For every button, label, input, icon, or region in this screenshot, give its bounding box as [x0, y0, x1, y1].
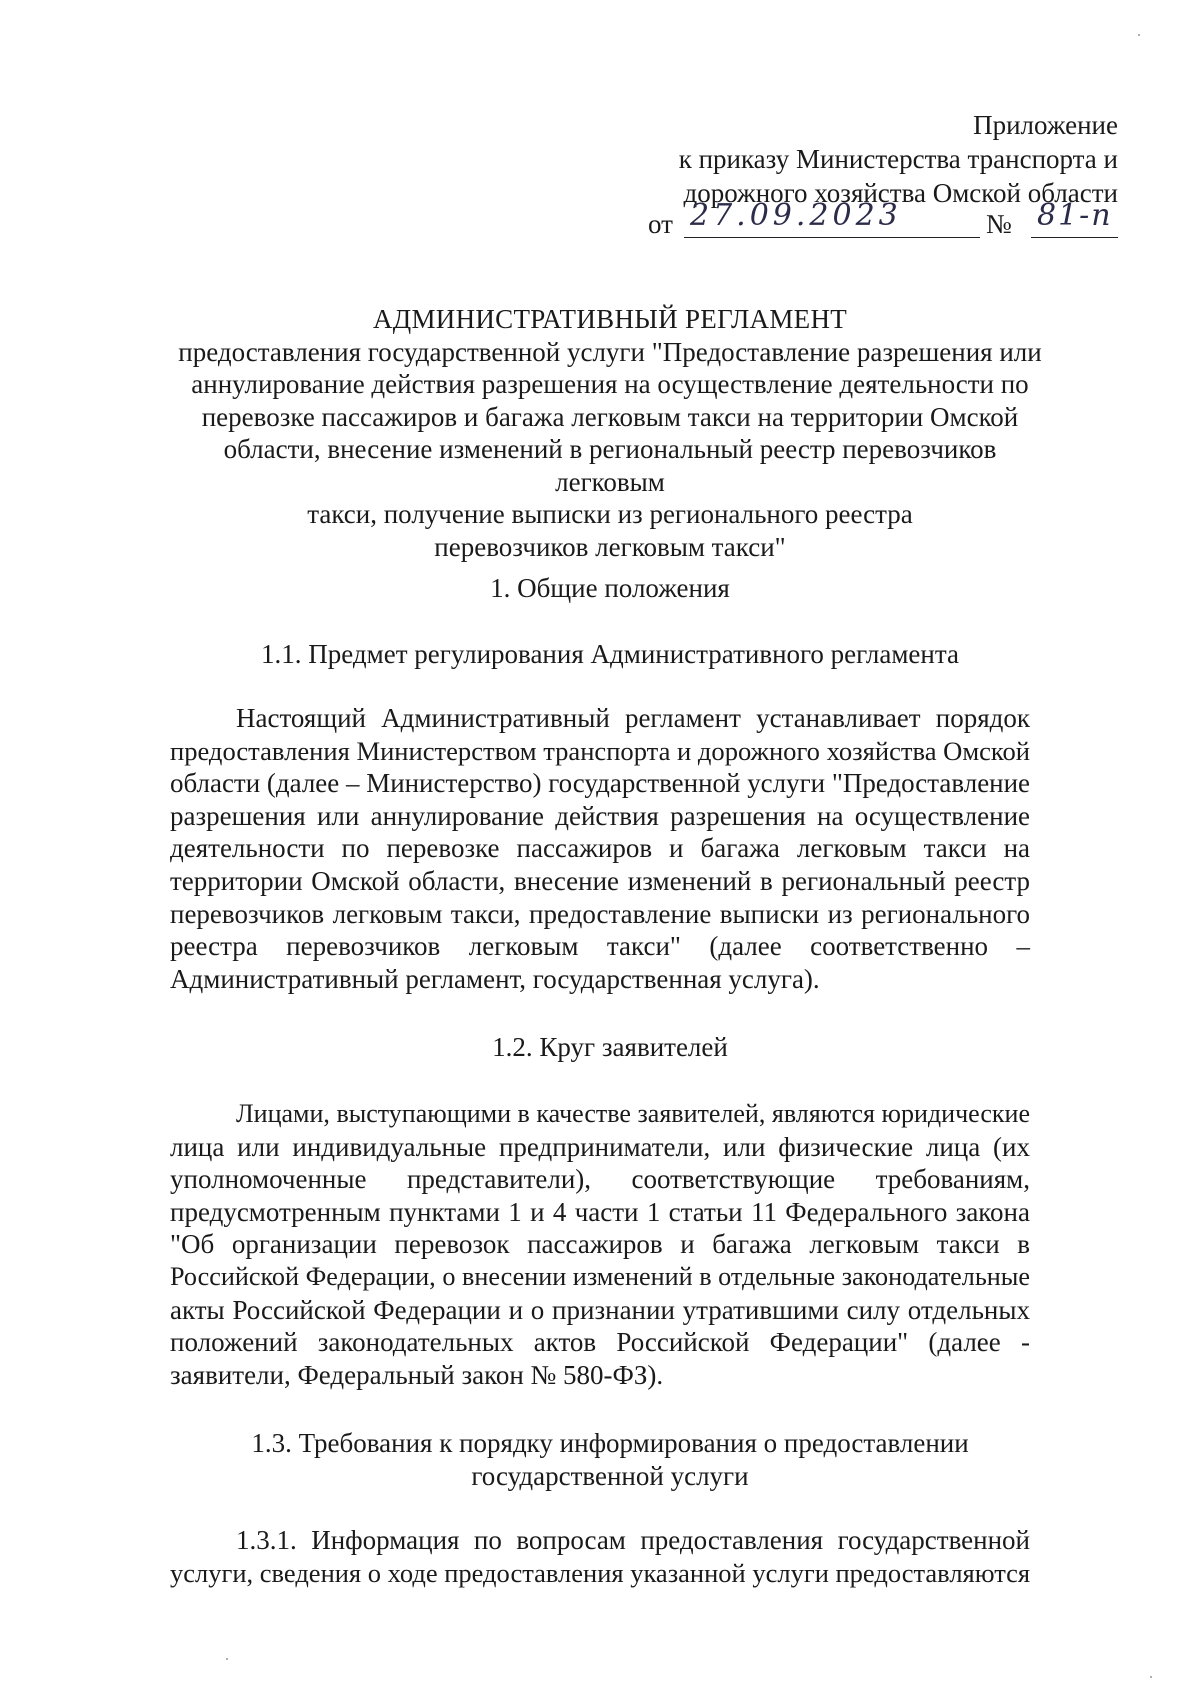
section-heading-1-1: 1.1. Предмет регулирования Административного регламента — [261, 639, 959, 669]
paragraph-line: предусмотренным пунктами 1 и 4 части 1 статьи 11 Федерального закона — [170, 1196, 1030, 1227]
title-line: перевозчиков легковым такси" — [434, 531, 786, 562]
section-heading-1-3 — [150, 1427, 1070, 1492]
document-title — [170, 303, 1050, 563]
paragraph-line: реестра перевозчиков легковым такси" (далее соответственно – — [170, 931, 1030, 962]
paragraph-line: заявители, Федеральный закон № 580-ФЗ). — [170, 1359, 664, 1390]
appendix-header — [598, 108, 1118, 210]
title-line: предоставления государственной услуги "Предоставление разрешения или — [178, 336, 1042, 367]
title-line: такси, получение выписки из регионального реестра — [307, 499, 913, 529]
date-prefix: от — [648, 209, 673, 239]
title-line: перевозке пассажиров и багажа легковым такси на территории Омской — [201, 401, 1019, 432]
title-line: области, внесение изменений в региональный реестр перевозчиков легковым — [223, 434, 997, 497]
paragraph-line: лица или индивидуальные предприниматели, или физические лица (их — [170, 1131, 1030, 1162]
paragraph-line: Российской Федерации, о внесении изменений в отдельные законодательные — [170, 1261, 1030, 1291]
handwritten-number: 81-п — [1037, 198, 1113, 233]
paragraph-line: 1.3.1. Информация по вопросам предоставления государственной — [236, 1525, 1030, 1555]
number-field — [1031, 198, 1118, 238]
paragraph-line: перевозчиков легковым такси, предоставление выписки из регионального — [170, 898, 1030, 929]
title-main: АДМИНИСТРАТИВНЫЙ РЕГЛАМЕНТ — [372, 304, 848, 334]
appendix-order-ref: к приказу Министерства транспорта и — [678, 144, 1118, 174]
handwritten-date: 27.09.2023 — [690, 198, 902, 233]
date-field — [684, 198, 980, 238]
paragraph-line: Настоящий Административный регламент устанавливает порядок — [236, 703, 1030, 733]
scan-speck — [226, 1658, 228, 1660]
paragraph-1-1 — [170, 702, 1030, 995]
paragraph-1-2 — [170, 1098, 1030, 1391]
scan-speck — [1150, 1676, 1152, 1678]
paragraph-line: области (далее – Министерство) государственной услуги "Предоставление — [170, 768, 1030, 799]
paragraph-1-3-1 — [170, 1524, 1030, 1589]
paragraph-line: предоставления Министерством транспорта и дорожного хозяйства Омской — [170, 735, 1030, 766]
paragraph-line: Лицами, выступающими в качестве заявителей, являются юридические — [236, 1099, 1030, 1128]
paragraph-line: деятельности по перевозке пассажиров и багажа легковым такси на — [170, 833, 1030, 864]
section-heading-1: 1. Общие положения — [490, 573, 730, 603]
order-date-number-line — [648, 198, 1118, 241]
scan-speck — [1138, 34, 1140, 36]
paragraph-line: разрешения или аннулирование действия разрешения на осуществление — [170, 800, 1030, 831]
paragraph-line: "Об организации перевозок пассажиров и багажа легковым такси в — [170, 1229, 1030, 1260]
paragraph-line: уполномоченные представители), соответствующие требованиям, — [170, 1164, 1030, 1195]
paragraph-line: акты Российской Федерации и о признании утратившими силу отдельных — [170, 1294, 1030, 1325]
paragraph-line: территории Омской области, внесение изменений в региональный реестр — [170, 865, 1030, 896]
section-heading-line: 1.3. Требования к порядку информирования о предоставлении — [251, 1428, 969, 1458]
appendix-ministry: дорожного хозяйства Омской области — [683, 178, 1118, 208]
number-prefix: № — [986, 209, 1012, 239]
paragraph-line: положений законодательных актов Российской Федерации" (далее - — [170, 1327, 1030, 1358]
paragraph-line: услуги, сведения о ходе предоставления указанной услуги предоставляются — [170, 1557, 1031, 1588]
paragraph-line: Административный регламент, государственная услуга). — [170, 963, 820, 994]
title-line: аннулирование действия разрешения на осуществление деятельности по — [191, 369, 1029, 399]
section-heading-1-2: 1.2. Круг заявителей — [492, 1032, 728, 1062]
section-heading-line: государственной услуги — [471, 1460, 749, 1491]
appendix-label: Приложение — [973, 110, 1118, 140]
